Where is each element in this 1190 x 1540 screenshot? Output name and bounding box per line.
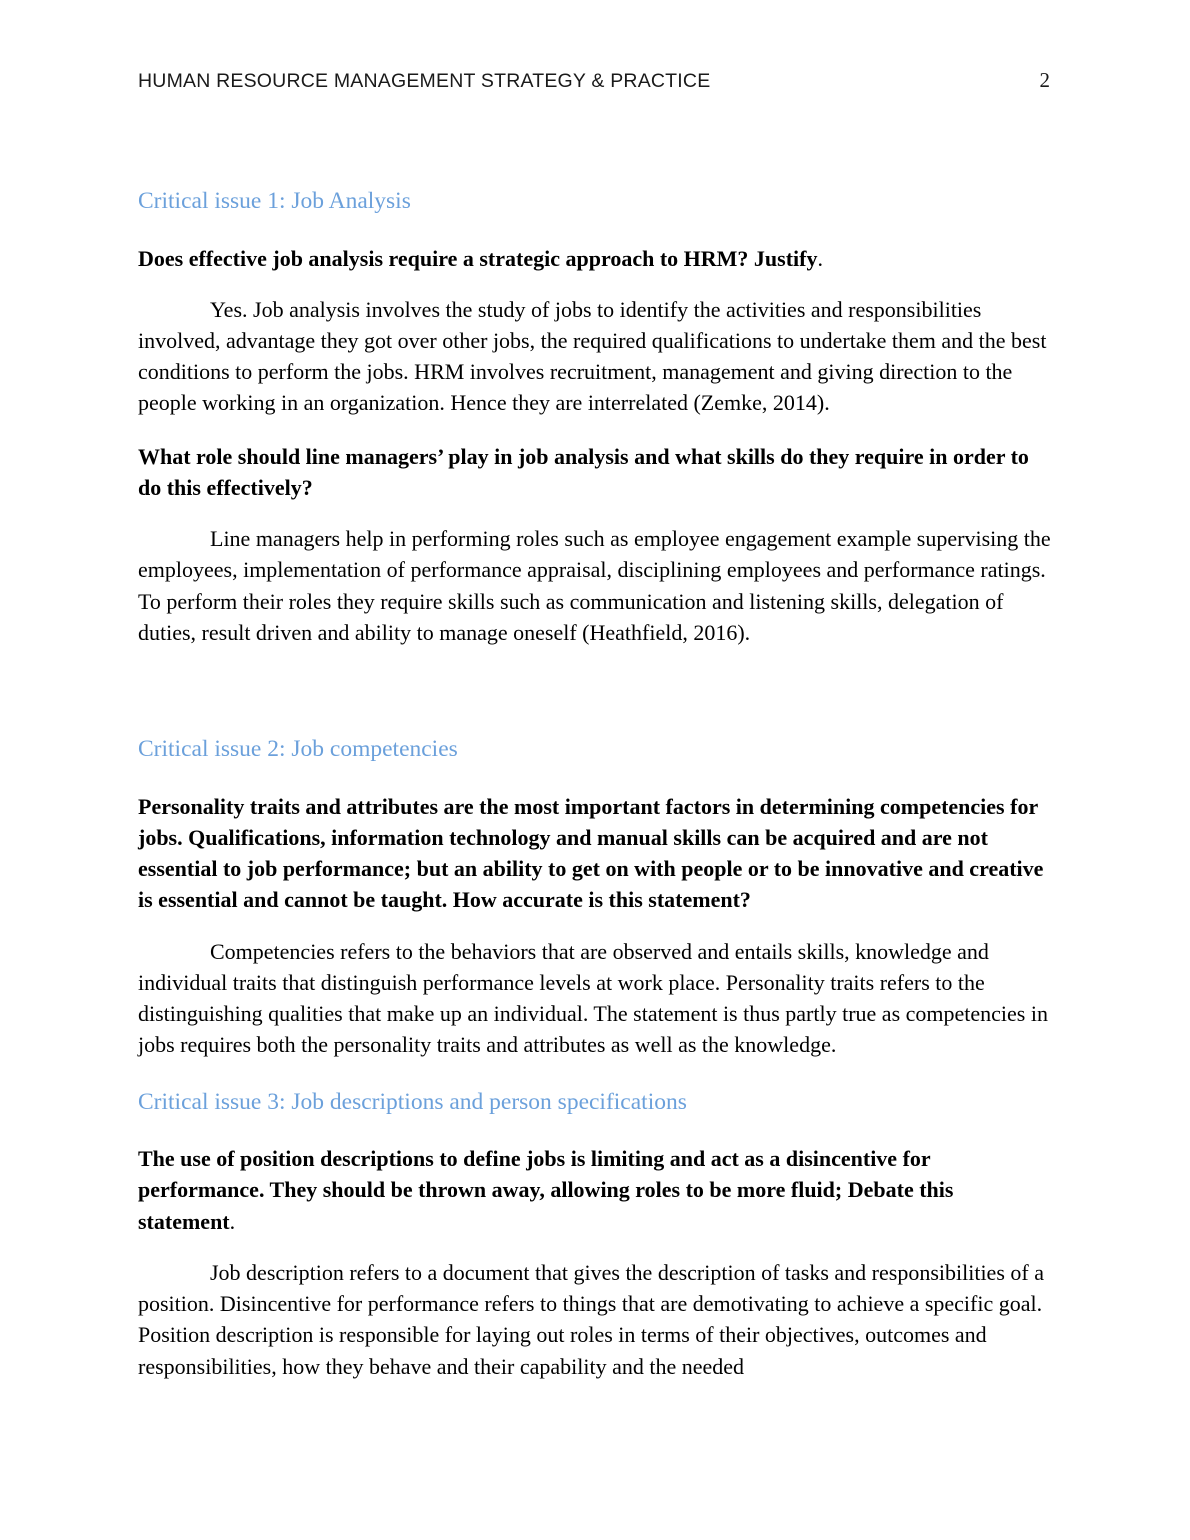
spacer <box>138 419 1052 441</box>
header-title: HUMAN RESOURCE MANAGEMENT STRATEGY & PRACTICE <box>138 70 711 92</box>
section-heading-critical-issue-3: Critical issue 3: Job descriptions and person specifications <box>138 1088 687 1115</box>
spacer <box>138 1061 1052 1087</box>
question-position-descriptions-debate <box>138 1143 1052 1237</box>
document-body <box>138 186 1052 1382</box>
section-heading-critical-issue-1: Critical issue 1: Job Analysis <box>138 188 411 214</box>
section-heading-critical-issue-2: Critical issue 2: Job competencies <box>138 736 458 763</box>
question-personality-traits-statement: Personality traits and attributes are the most important factors in determining competencies for jobs. Qualifications, information technology and manual skills can be acquired and are not essential to job performance; but an ability to get on with people or to be innovative and creative is essential and cannot be taught. How accurate is this statement? <box>138 793 1044 913</box>
question-text: Does effective job analysis require a strategic approach to HRM? Justify <box>138 245 818 271</box>
spacer <box>138 1117 1052 1143</box>
paragraph-line-managers-answer: Line managers help in performing roles such as employee engagement example supervising the employees, implementation of performance appraisal, disciplining employees and performance ratings. To perform their roles they require skills such as communication and listening skills, delegation of duties, result driven and ability to manage oneself (Heathfield, 2016). <box>138 526 1051 645</box>
running-header <box>138 68 1050 93</box>
paragraph-job-analysis-answer: Yes. Job analysis involves the study of jobs to identify the activities and responsibilities involved, advantage they got over other jobs, the required qualifications to undertake them and the best conditions to perform the jobs. HRM involves recruitment, management and giving direction to the people working in an organization. Hence they are interrelated (Zemke, 2014). <box>138 296 1047 416</box>
paragraph-competencies-answer: Competencies refers to the behaviors that are observed and entails skills, knowledge and individual traits that distinguish performance levels at work place. Personality traits refers to the distinguishing qualities that make up an individual. The statement is thus partly true as competencies in jobs requires both the personality traits and attributes as well as the knowledge. <box>138 938 1048 1058</box>
spacer <box>138 217 1052 243</box>
spacer <box>138 648 1052 734</box>
question-job-analysis-strategic <box>138 243 1052 274</box>
spacer <box>138 765 1052 791</box>
paragraph-job-description-answer: Job description refers to a document that gives the description of tasks and responsibilities of a position. Disincentive for performance refers to things that are demotivating to achieve a specific goal. Position description is responsible for laying out roles in terms of their objectives, outcomes and responsibilities, how they behave and their capability and the needed <box>138 1259 1044 1379</box>
question-line-managers-role: What role should line managers’ play in job analysis and what skills do they require in order to do this effectively? <box>138 443 1029 500</box>
page-number: 2 <box>1039 68 1050 92</box>
question-text: The use of position descriptions to define jobs is limiting and act as a disincentive for performance. They should be thrown away, allowing roles to be more fluid; Debate this statement <box>138 1146 954 1234</box>
spacer <box>138 274 1052 294</box>
spacer <box>138 916 1052 936</box>
spacer <box>138 503 1052 523</box>
question-trailing-punctuation: . <box>817 245 823 271</box>
question-trailing-punctuation: . <box>229 1208 236 1234</box>
spacer <box>138 1237 1052 1257</box>
